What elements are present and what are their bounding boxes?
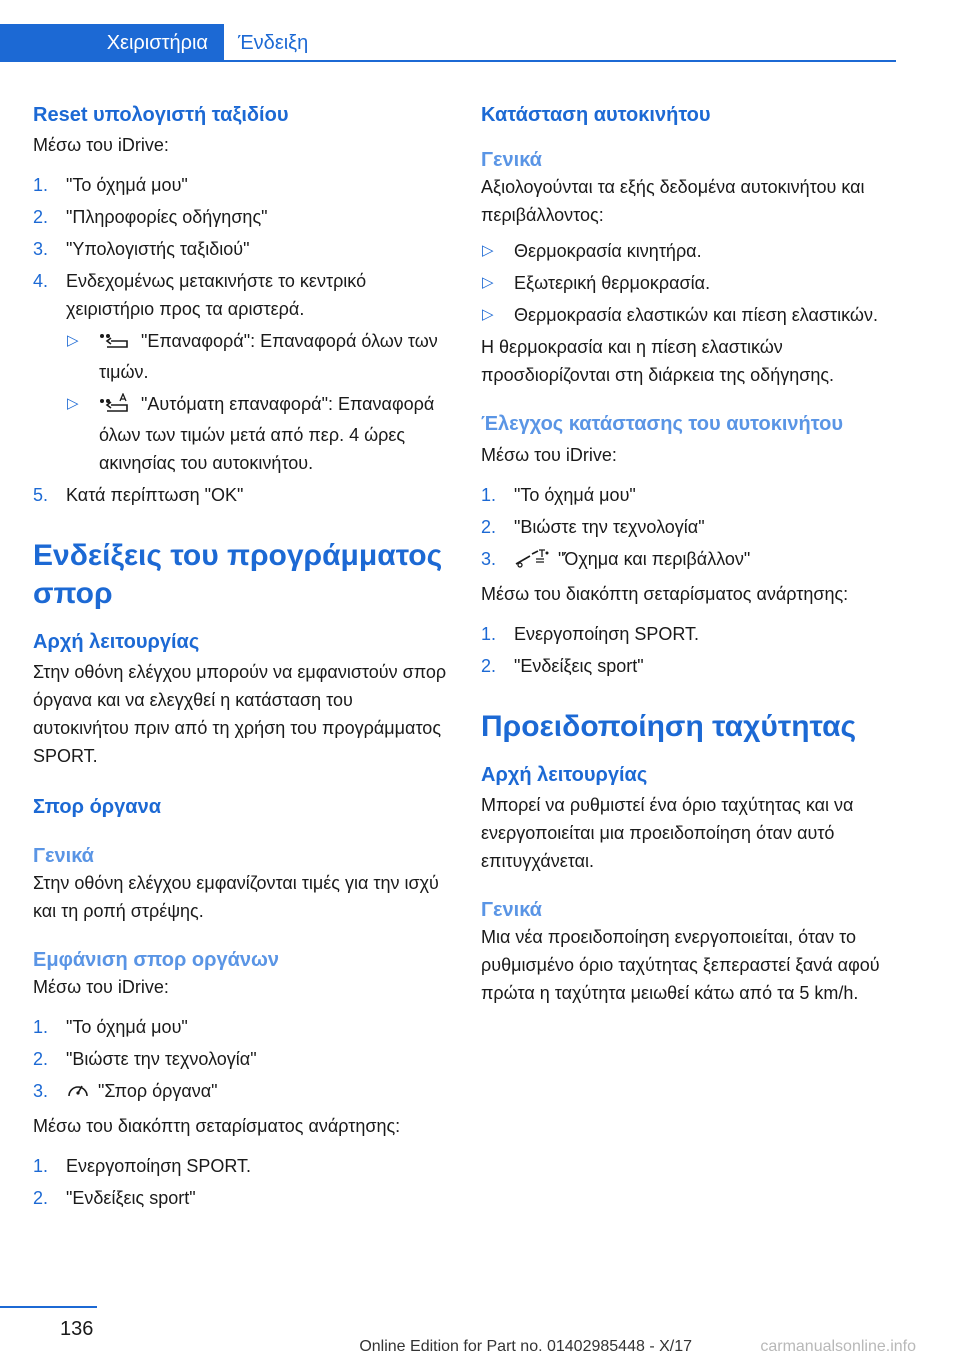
tab-display[interactable]: Ένδειξη bbox=[238, 32, 309, 54]
state-bullets bbox=[481, 237, 896, 329]
header-bar bbox=[0, 0, 960, 62]
edition-text: Online Edition for Part no. 01402985448 - X/17 bbox=[359, 1338, 692, 1355]
list-item: ▷ Θερμοκρασία ελαστικών και πίεση ελαστικών. bbox=[481, 301, 896, 329]
speed-principle-title: Αρχή λειτουργίας bbox=[481, 764, 648, 786]
reset-substeps bbox=[66, 327, 448, 477]
list-item: 2. "Ενδείξεις sport" bbox=[481, 656, 644, 676]
check-steps bbox=[481, 481, 896, 576]
list-item: 1. "Το όχημά μου" bbox=[481, 485, 636, 505]
right-column bbox=[481, 100, 896, 1007]
list-item: 1. "Το όχημά μου" bbox=[33, 1017, 188, 1037]
switch-text: Μέσω του διακόπτη σεταρίσματος ανάρτησης: bbox=[33, 1116, 401, 1136]
triangle-bullet-icon: ▷ bbox=[482, 274, 494, 291]
reset-title: Reset υπολογιστή ταξιδίου bbox=[33, 104, 289, 126]
list-item: 1. "Το όχημά μου" bbox=[33, 175, 188, 195]
speed-general-title: Γενικά bbox=[481, 899, 542, 921]
general-text: Αξιολογούνται τα εξής δεδομένα αυτοκινήτου και περιβάλλοντος: bbox=[481, 177, 865, 225]
general-title: Γενικά bbox=[481, 149, 542, 171]
state-title: Κατάσταση αυτοκινήτου bbox=[481, 104, 711, 126]
switch-steps bbox=[33, 1152, 448, 1212]
vehicle-status-icon bbox=[514, 548, 550, 576]
list-item: 2. "Ενδείξεις sport" bbox=[33, 1188, 196, 1208]
speed-principle-text: Μπορεί να ρυθμιστεί ένα όριο ταχύτητας και να ενεργοποιείται μια προειδοποίηση όταν αυτό επιτυγχάνεται. bbox=[481, 795, 854, 871]
tab-controls[interactable]: Χειριστήρια bbox=[0, 24, 224, 62]
sport-title: Ενδείξεις του προγράμματος σπορ bbox=[33, 539, 443, 610]
list-item: 1. Ενεργοποίηση SPORT. bbox=[481, 624, 700, 644]
list-item: 5. Κατά περίπτωση "OK" bbox=[33, 485, 244, 505]
reset-steps bbox=[33, 171, 448, 509]
list-item: ▷ Εξωτερική θερμοκρασία. bbox=[481, 269, 896, 297]
check-intro: Μέσω του iDrive: bbox=[481, 445, 617, 465]
list-item: 4. Ενδεχομένως μετακινήστε το κεντρικό χειριστήριο προς τα αριστερά. ▷ "Επαναφορά": Επαναφορά όλων των τιμών. ▷ "Αυτόματη επαναφορά": Επαναφορά όλων των τιμών μετά από περ. 4 ώρες ακινησίας του αυτοκινήτου. bbox=[33, 267, 448, 477]
display-intro: Μέσω του iDrive: bbox=[33, 977, 169, 997]
display-steps bbox=[33, 1013, 448, 1108]
page-number: 136 bbox=[60, 1318, 94, 1340]
list-item: 2. "Βιώστε την τεχνολογία" bbox=[33, 1049, 257, 1069]
switch-text: Μέσω του διακόπτη σεταρίσματος ανάρτησης: bbox=[481, 584, 849, 604]
sport-gauge-icon bbox=[66, 1080, 90, 1108]
list-item: 2. "Βιώστε την τεχνολογία" bbox=[481, 517, 705, 537]
list-item: ▷ "Επαναφορά": Επαναφορά όλων των τιμών. bbox=[66, 327, 448, 386]
footer-rule bbox=[0, 1306, 97, 1308]
list-item: 2. "Πληροφορίες οδήγησης" bbox=[33, 207, 268, 227]
header-rule bbox=[224, 60, 896, 62]
list-item: ▷ Θερμοκρασία κινητήρα. bbox=[481, 237, 896, 265]
reset-intro: Μέσω του iDrive: bbox=[33, 135, 169, 155]
list-item: 3. "Υπολογιστής ταξιδιού" bbox=[33, 239, 250, 259]
display-title: Εμφάνιση σπορ οργάνων bbox=[33, 949, 280, 971]
triangle-bullet-icon: ▷ bbox=[67, 395, 79, 412]
triangle-bullet-icon: ▷ bbox=[482, 306, 494, 323]
watermark: carmanualsonline.info bbox=[760, 1338, 916, 1355]
speed-general-text: Μια νέα προειδοποίηση ενεργοποιείται, όταν το ρυθμισμένο όριο ταχύτητας ξεπεραστεί ξανά αφού πρώτα η ταχύτητα μειωθεί κάτω από τα 5 km/h. bbox=[481, 927, 880, 1003]
principle-text: Στην οθόνη ελέγχου μπορούν να εμφανιστούν σπορ όργανα και να ελεγχθεί η κατάσταση του αυτοκινήτου πριν από τη χρήση του προγράμματος SPORT. bbox=[33, 662, 447, 766]
list-item: 3. "Σπορ όργανα" bbox=[33, 1077, 448, 1108]
reset-icon bbox=[99, 330, 133, 358]
general-title: Γενικά bbox=[33, 845, 94, 867]
tire-text: Η θερμοκρασία και η πίεση ελαστικών προσδιορίζονται στη διάρκεια της οδήγησης. bbox=[481, 337, 835, 385]
triangle-bullet-icon: ▷ bbox=[67, 332, 79, 349]
left-column bbox=[33, 100, 448, 1216]
list-item: 3. "Όχημα και περιβάλλον" bbox=[481, 545, 896, 576]
principle-title: Αρχή λειτουργίας bbox=[33, 631, 200, 653]
check-title: Έλεγχος κατάστασης του αυτοκινήτου bbox=[481, 413, 843, 435]
triangle-bullet-icon: ▷ bbox=[482, 242, 494, 259]
list-item: ▷ "Αυτόματη επαναφορά": Επαναφορά όλων των τιμών μετά από περ. 4 ώρες ακινησίας του αυτοκινήτου. bbox=[66, 390, 448, 477]
general-text: Στην οθόνη ελέγχου εμφανίζονται τιμές για την ισχύ και τη ροπή στρέψης. bbox=[33, 873, 439, 921]
instruments-title: Σπορ όργανα bbox=[33, 796, 161, 818]
auto-reset-icon bbox=[99, 393, 133, 421]
speed-title: Προειδοποίηση ταχύτητας bbox=[481, 710, 857, 743]
list-item: 1. Ενεργοποίηση SPORT. bbox=[33, 1156, 252, 1176]
switch-steps bbox=[481, 620, 896, 680]
